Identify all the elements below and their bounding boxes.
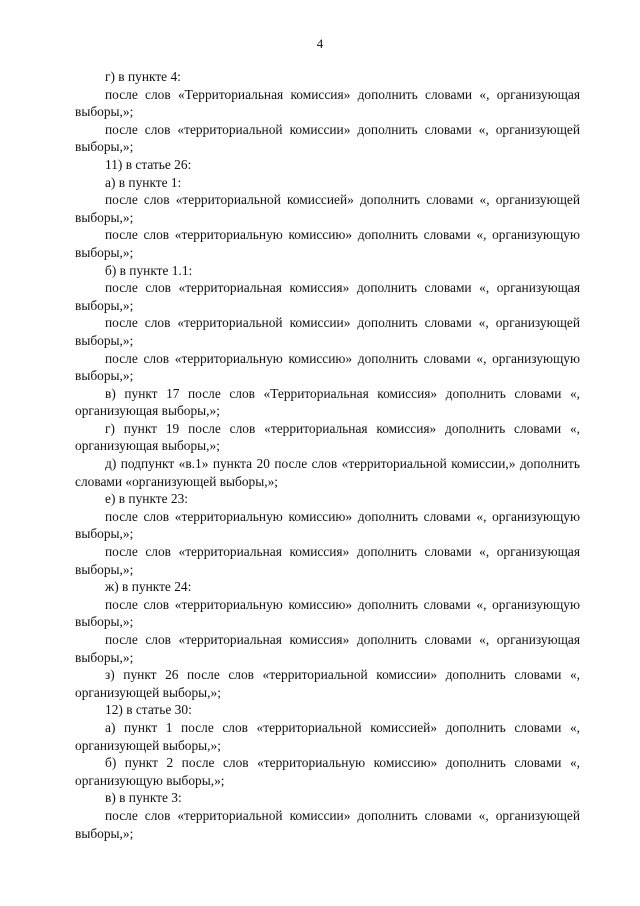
paragraph: в) пункт 17 после слов «Территориальная комиссия» дополнить словами «, организующая выборы,»; [75, 385, 580, 419]
paragraph: б) пункт 2 после слов «территориальную комиссию» дополнить словами «, организующую выборы,»; [75, 755, 580, 788]
paragraph: после слов «территориальной комиссии» дополнить словами «, организующей выборы,»; [75, 315, 580, 348]
paragraph: з) пункт 26 после слов «территориальной комиссии» дополнить словами «, организующей выборы,»; [75, 667, 580, 700]
paragraph: д) подпункт «в.1» пункта 20 после слов «территориальной комиссии,» дополнить словами «организующей выборы,»; [75, 456, 580, 489]
paragraph: а) в пункте 1: [105, 174, 182, 190]
paragraph: после слов «территориальной комиссии» дополнить словами «, организующей выборы,»; [75, 121, 580, 155]
paragraph: после слов «территориальную комиссию» дополнить словами «, организующую выборы,»; [75, 227, 580, 260]
paragraph: после слов «территориальную комиссию» дополнить словами «, организующую выборы,»; [75, 596, 580, 630]
paragraph: после слов «Территориальная комиссия» дополнить словами «, организующая выборы,»; [75, 86, 580, 120]
paragraph: после слов «территориальной комиссии» дополнить словами «, организующей выборы,»; [75, 807, 580, 841]
paragraph: ж) в пункте 24: [105, 579, 192, 595]
paragraph: после слов «территориальная комиссия» дополнить словами «, организующая выборы,»; [75, 280, 580, 313]
paragraph: после слов «территориальная комиссия» дополнить словами «, организующая выборы,»; [75, 544, 580, 577]
paragraph: после слов «территориальной комиссией» дополнить словами «, организующей выборы,»; [75, 192, 580, 225]
paragraph: б) в пункте 1.1: [105, 262, 193, 278]
paragraph: после слов «территориальная комиссия» дополнить словами «, организующая выборы,»; [75, 632, 580, 665]
paragraph: 12) в статье 30: [105, 702, 192, 718]
page-number: 4 [316, 36, 324, 51]
paragraph: после слов «территориальную комиссию» дополнить словами «, организующую выборы,»; [75, 350, 580, 384]
paragraph: в) в пункте 3: [105, 790, 182, 806]
paragraph: а) пункт 1 после слов «территориальной комиссией» дополнить словами «, организующей выборы,»; [75, 719, 580, 753]
paragraph: г) пункт 19 после слов «территориальная комиссия» дополнить словами «, организующая выборы,»; [75, 420, 580, 454]
document-body [75, 68, 580, 842]
paragraph: г) в пункте 4: [105, 69, 181, 84]
paragraph: после слов «территориальную комиссию» дополнить словами «, организующую выборы,»; [75, 508, 580, 542]
paragraph: е) в пункте 23: [105, 491, 189, 507]
paragraph: 11) в статье 26: [105, 156, 192, 172]
